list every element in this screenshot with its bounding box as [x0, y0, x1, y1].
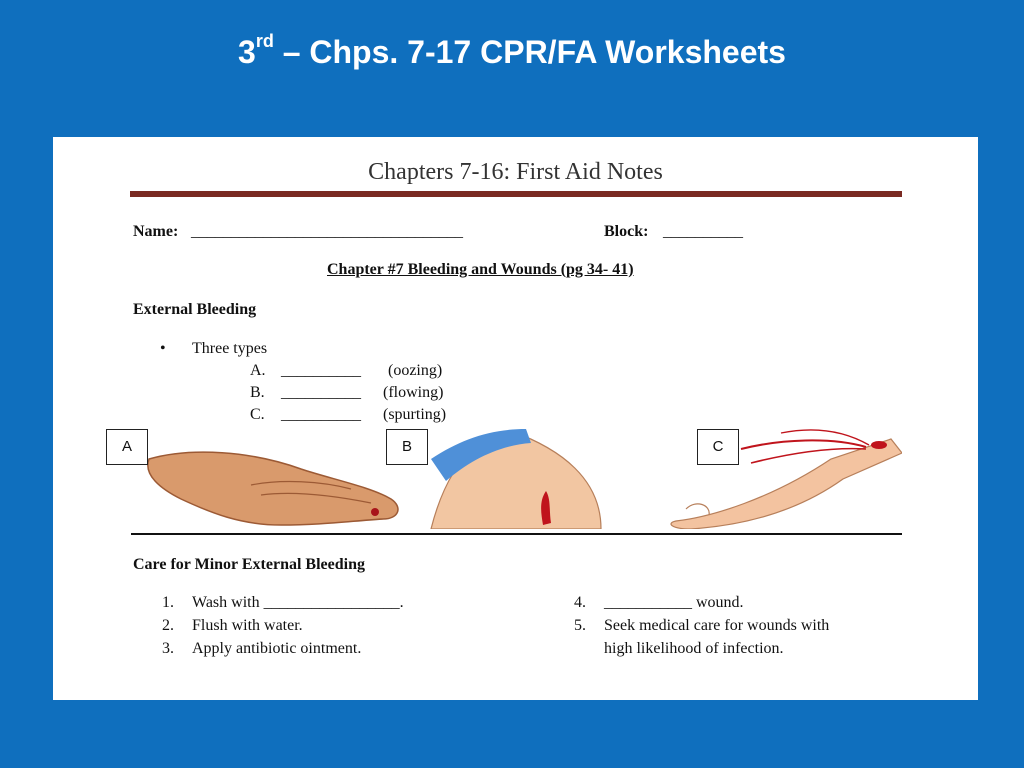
- worksheet-heading: Chapters 7-16: First Aid Notes: [368, 159, 663, 185]
- care-item-2-num: 2.: [162, 617, 174, 634]
- care-heading: Care for Minor External Bleeding: [133, 556, 365, 573]
- care-item-5-text: Seek medical care for wounds with: [604, 617, 830, 634]
- type-c-blank: __________: [281, 406, 361, 423]
- slide-title: [0, 31, 1024, 71]
- type-b-desc: (flowing): [383, 384, 444, 401]
- care-item-3-num: 3.: [162, 640, 174, 657]
- bleeding-illustrations: [131, 429, 902, 529]
- type-c-desc: (spurting): [383, 406, 447, 423]
- bullet: •: [160, 340, 166, 357]
- name-blank: __________________________________: [191, 223, 463, 240]
- type-c-letter: C.: [250, 406, 265, 423]
- care-item-2-text: Flush with water.: [192, 617, 303, 634]
- care-item-5-continued: high likelihood of infection.: [604, 640, 784, 657]
- care-item-1-num: 1.: [162, 594, 174, 611]
- slide-title-superscript: rd: [255, 31, 274, 52]
- care-item-4-num: 4.: [574, 594, 586, 611]
- heading-rule: [130, 191, 902, 197]
- slide-title-rest: – Chps. 7-17 CPR/FA Worksheets: [273, 34, 786, 70]
- care-item-5-num: 5.: [574, 617, 586, 634]
- care-item-3-text: Apply antibiotic ointment.: [192, 640, 362, 657]
- care-item-4-text: ___________ wound.: [604, 594, 744, 611]
- name-label: Name:: [133, 223, 179, 240]
- image-label-b: B: [386, 429, 428, 465]
- type-b-letter: B.: [250, 384, 265, 401]
- image-label-c: C: [697, 429, 739, 465]
- image-label-a: A: [106, 429, 148, 465]
- slide-title-number: 3: [238, 34, 256, 70]
- type-a-desc: (oozing): [388, 362, 443, 379]
- type-b-blank: __________: [281, 384, 361, 401]
- three-types-text: Three types: [192, 340, 268, 357]
- hand-oozing-illustration: [148, 452, 398, 525]
- block-blank: __________: [663, 223, 743, 240]
- chapter-heading: Chapter #7 Bleeding and Wounds (pg 34- 41): [327, 261, 634, 278]
- care-item-1-text: Wash with _________________.: [192, 594, 404, 611]
- type-a-blank: __________: [281, 362, 361, 379]
- type-a-letter: A.: [250, 362, 266, 379]
- block-label: Block:: [604, 223, 649, 240]
- section-divider: [131, 533, 902, 535]
- knee-flowing-illustration: [431, 429, 601, 529]
- external-bleeding-heading: External Bleeding: [133, 301, 257, 318]
- worksheet-image: [53, 137, 978, 700]
